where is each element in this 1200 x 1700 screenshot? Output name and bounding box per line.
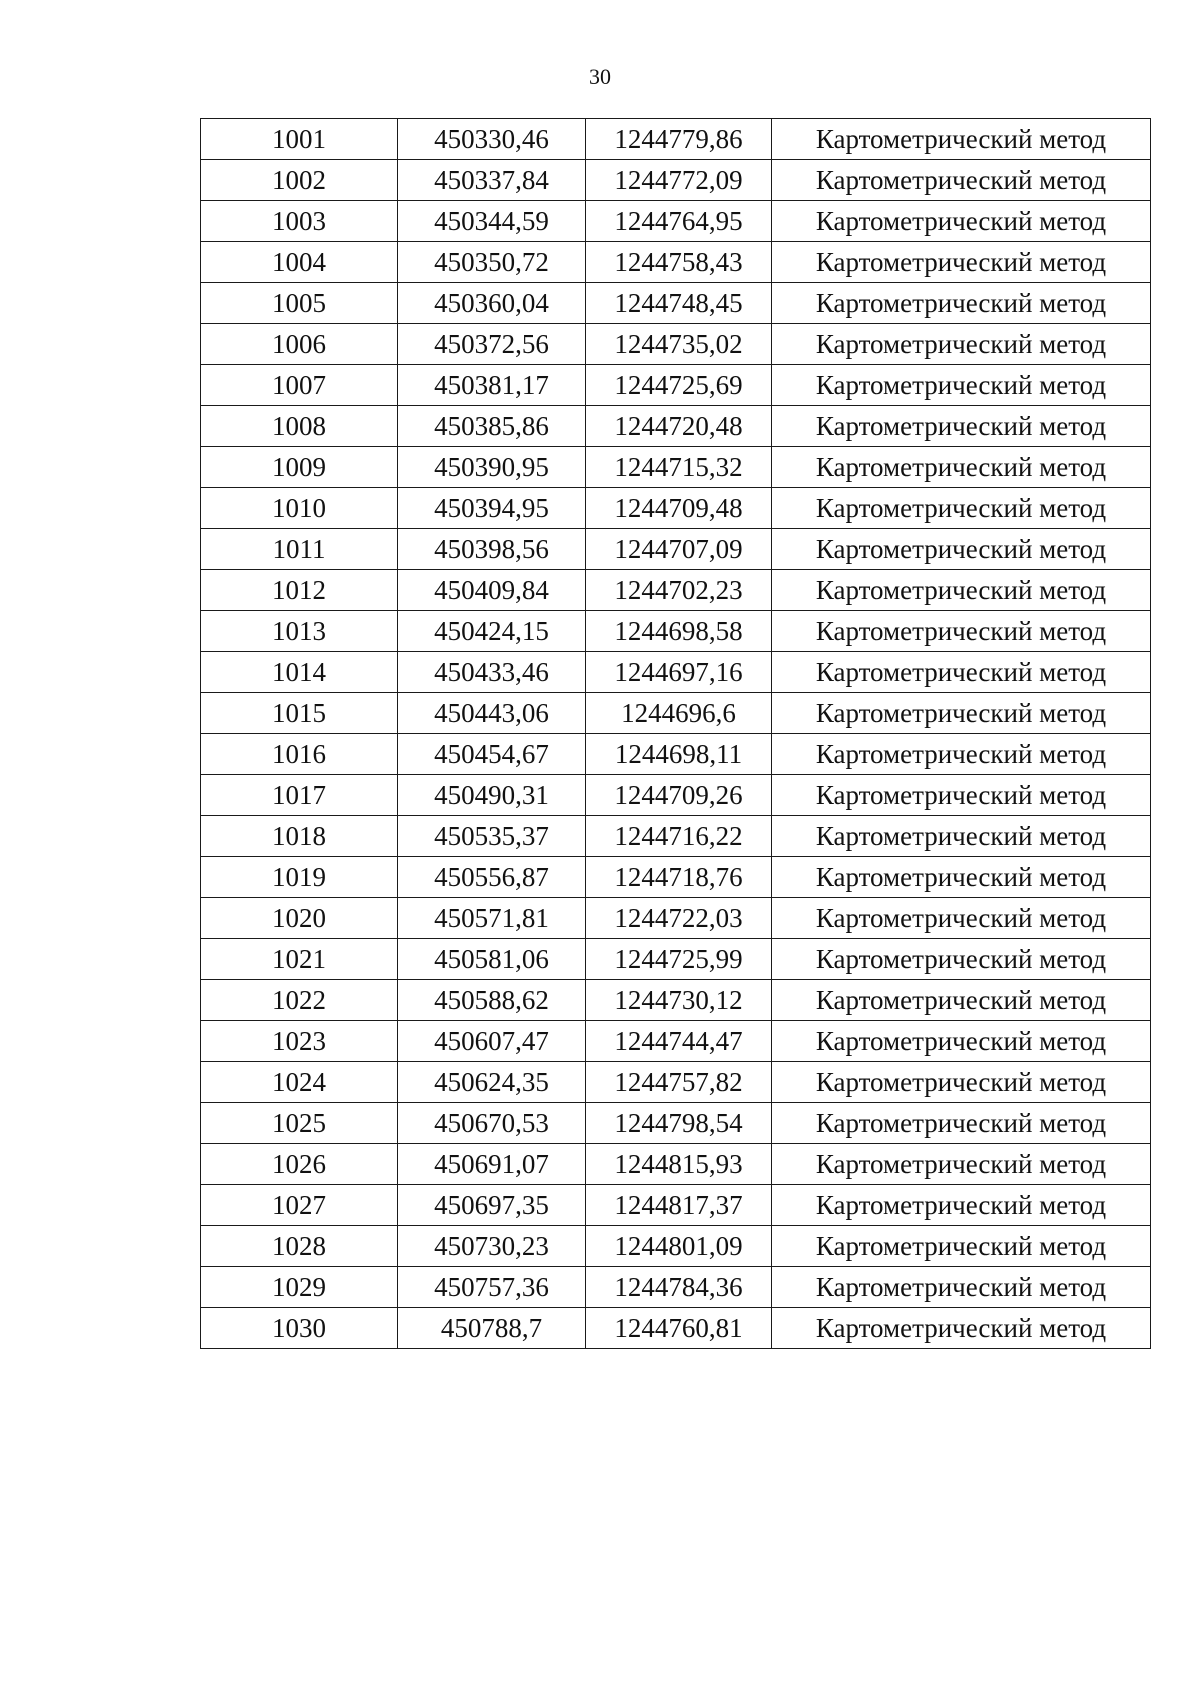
y-coordinate-cell: 1244716,22	[586, 816, 772, 857]
y-coordinate-cell: 1244725,69	[586, 365, 772, 406]
table-row	[201, 447, 1151, 488]
point-number-cell: 1026	[201, 1144, 398, 1185]
table-row	[201, 1144, 1151, 1185]
method-cell: Картометрический метод	[772, 857, 1151, 898]
method-cell: Картометрический метод	[772, 1185, 1151, 1226]
table-row	[201, 939, 1151, 980]
point-number-cell: 1030	[201, 1308, 398, 1349]
method-cell: Картометрический метод	[772, 1021, 1151, 1062]
table-row	[201, 201, 1151, 242]
y-coordinate-cell: 1244801,09	[586, 1226, 772, 1267]
x-coordinate-cell: 450350,72	[398, 242, 586, 283]
point-number-cell: 1022	[201, 980, 398, 1021]
method-cell: Картометрический метод	[772, 611, 1151, 652]
table-row	[201, 406, 1151, 447]
table-row	[201, 1185, 1151, 1226]
table-row	[201, 980, 1151, 1021]
x-coordinate-cell: 450385,86	[398, 406, 586, 447]
y-coordinate-cell: 1244698,11	[586, 734, 772, 775]
table-row	[201, 1062, 1151, 1103]
page-number: 30	[589, 64, 611, 89]
method-cell: Картометрический метод	[772, 201, 1151, 242]
method-cell: Картометрический метод	[772, 242, 1151, 283]
y-coordinate-cell: 1244720,48	[586, 406, 772, 447]
point-number-cell: 1010	[201, 488, 398, 529]
table-row	[201, 693, 1151, 734]
x-coordinate-cell: 450360,04	[398, 283, 586, 324]
point-number-cell: 1005	[201, 283, 398, 324]
y-coordinate-cell: 1244784,36	[586, 1267, 772, 1308]
table-row	[201, 816, 1151, 857]
point-number-cell: 1012	[201, 570, 398, 611]
point-number-cell: 1027	[201, 1185, 398, 1226]
point-number-cell: 1018	[201, 816, 398, 857]
x-coordinate-cell: 450390,95	[398, 447, 586, 488]
table-row	[201, 775, 1151, 816]
x-coordinate-cell: 450624,35	[398, 1062, 586, 1103]
method-cell: Картометрический метод	[772, 324, 1151, 365]
point-number-cell: 1013	[201, 611, 398, 652]
y-coordinate-cell: 1244758,43	[586, 242, 772, 283]
y-coordinate-cell: 1244715,32	[586, 447, 772, 488]
method-cell: Картометрический метод	[772, 1226, 1151, 1267]
table-row	[201, 1103, 1151, 1144]
method-cell: Картометрический метод	[772, 939, 1151, 980]
x-coordinate-cell: 450697,35	[398, 1185, 586, 1226]
x-coordinate-cell: 450433,46	[398, 652, 586, 693]
table-row	[201, 1308, 1151, 1349]
method-cell: Картометрический метод	[772, 570, 1151, 611]
table-row	[201, 898, 1151, 939]
x-coordinate-cell: 450588,62	[398, 980, 586, 1021]
point-number-cell: 1001	[201, 119, 398, 160]
table-row	[201, 365, 1151, 406]
y-coordinate-cell: 1244779,86	[586, 119, 772, 160]
point-number-cell: 1011	[201, 529, 398, 570]
x-coordinate-cell: 450424,15	[398, 611, 586, 652]
x-coordinate-cell: 450398,56	[398, 529, 586, 570]
table-row	[201, 857, 1151, 898]
x-coordinate-cell: 450490,31	[398, 775, 586, 816]
method-cell: Картометрический метод	[772, 1267, 1151, 1308]
table-row	[201, 283, 1151, 324]
y-coordinate-cell: 1244718,76	[586, 857, 772, 898]
x-coordinate-cell: 450330,46	[398, 119, 586, 160]
y-coordinate-cell: 1244709,48	[586, 488, 772, 529]
y-coordinate-cell: 1244772,09	[586, 160, 772, 201]
point-number-cell: 1023	[201, 1021, 398, 1062]
point-number-cell: 1007	[201, 365, 398, 406]
x-coordinate-cell: 450556,87	[398, 857, 586, 898]
x-coordinate-cell: 450409,84	[398, 570, 586, 611]
point-number-cell: 1002	[201, 160, 398, 201]
table-row	[201, 652, 1151, 693]
point-number-cell: 1028	[201, 1226, 398, 1267]
x-coordinate-cell: 450670,53	[398, 1103, 586, 1144]
method-cell: Картометрический метод	[772, 816, 1151, 857]
x-coordinate-cell: 450394,95	[398, 488, 586, 529]
x-coordinate-cell: 450571,81	[398, 898, 586, 939]
method-cell: Картометрический метод	[772, 365, 1151, 406]
x-coordinate-cell: 450757,36	[398, 1267, 586, 1308]
point-number-cell: 1016	[201, 734, 398, 775]
method-cell: Картометрический метод	[772, 447, 1151, 488]
y-coordinate-cell: 1244764,95	[586, 201, 772, 242]
method-cell: Картометрический метод	[772, 693, 1151, 734]
y-coordinate-cell: 1244725,99	[586, 939, 772, 980]
point-number-cell: 1029	[201, 1267, 398, 1308]
x-coordinate-cell: 450730,23	[398, 1226, 586, 1267]
table-row	[201, 1021, 1151, 1062]
y-coordinate-cell: 1244757,82	[586, 1062, 772, 1103]
point-number-cell: 1021	[201, 939, 398, 980]
table-row	[201, 734, 1151, 775]
method-cell: Картометрический метод	[772, 1103, 1151, 1144]
table-row	[201, 324, 1151, 365]
method-cell: Картометрический метод	[772, 1144, 1151, 1185]
table-row	[201, 1267, 1151, 1308]
table-row	[201, 529, 1151, 570]
y-coordinate-cell: 1244697,16	[586, 652, 772, 693]
y-coordinate-cell: 1244702,23	[586, 570, 772, 611]
y-coordinate-cell: 1244798,54	[586, 1103, 772, 1144]
x-coordinate-cell: 450443,06	[398, 693, 586, 734]
x-coordinate-cell: 450581,06	[398, 939, 586, 980]
method-cell: Картометрический метод	[772, 119, 1151, 160]
x-coordinate-cell: 450337,84	[398, 160, 586, 201]
method-cell: Картометрический метод	[772, 529, 1151, 570]
coordinates-table-body	[201, 119, 1151, 1349]
point-number-cell: 1019	[201, 857, 398, 898]
x-coordinate-cell: 450344,59	[398, 201, 586, 242]
point-number-cell: 1009	[201, 447, 398, 488]
point-number-cell: 1024	[201, 1062, 398, 1103]
y-coordinate-cell: 1244817,37	[586, 1185, 772, 1226]
x-coordinate-cell: 450372,56	[398, 324, 586, 365]
method-cell: Картометрический метод	[772, 980, 1151, 1021]
y-coordinate-cell: 1244722,03	[586, 898, 772, 939]
method-cell: Картометрический метод	[772, 1308, 1151, 1349]
y-coordinate-cell: 1244744,47	[586, 1021, 772, 1062]
x-coordinate-cell: 450691,07	[398, 1144, 586, 1185]
method-cell: Картометрический метод	[772, 898, 1151, 939]
table-row	[201, 488, 1151, 529]
x-coordinate-cell: 450454,67	[398, 734, 586, 775]
method-cell: Картометрический метод	[772, 734, 1151, 775]
method-cell: Картометрический метод	[772, 406, 1151, 447]
point-number-cell: 1020	[201, 898, 398, 939]
table-row	[201, 119, 1151, 160]
y-coordinate-cell: 1244730,12	[586, 980, 772, 1021]
table-row	[201, 1226, 1151, 1267]
y-coordinate-cell: 1244696,6	[586, 693, 772, 734]
x-coordinate-cell: 450607,47	[398, 1021, 586, 1062]
y-coordinate-cell: 1244760,81	[586, 1308, 772, 1349]
x-coordinate-cell: 450381,17	[398, 365, 586, 406]
y-coordinate-cell: 1244748,45	[586, 283, 772, 324]
point-number-cell: 1015	[201, 693, 398, 734]
y-coordinate-cell: 1244735,02	[586, 324, 772, 365]
table-row	[201, 242, 1151, 283]
x-coordinate-cell: 450788,7	[398, 1308, 586, 1349]
y-coordinate-cell: 1244698,58	[586, 611, 772, 652]
table-row	[201, 570, 1151, 611]
y-coordinate-cell: 1244815,93	[586, 1144, 772, 1185]
y-coordinate-cell: 1244709,26	[586, 775, 772, 816]
method-cell: Картометрический метод	[772, 1062, 1151, 1103]
table-row	[201, 160, 1151, 201]
point-number-cell: 1025	[201, 1103, 398, 1144]
y-coordinate-cell: 1244707,09	[586, 529, 772, 570]
point-number-cell: 1004	[201, 242, 398, 283]
method-cell: Картометрический метод	[772, 488, 1151, 529]
point-number-cell: 1017	[201, 775, 398, 816]
method-cell: Картометрический метод	[772, 775, 1151, 816]
table-row	[201, 611, 1151, 652]
point-number-cell: 1014	[201, 652, 398, 693]
method-cell: Картометрический метод	[772, 652, 1151, 693]
point-number-cell: 1008	[201, 406, 398, 447]
coordinates-table	[200, 118, 1151, 1349]
point-number-cell: 1006	[201, 324, 398, 365]
method-cell: Картометрический метод	[772, 160, 1151, 201]
x-coordinate-cell: 450535,37	[398, 816, 586, 857]
method-cell: Картометрический метод	[772, 283, 1151, 324]
point-number-cell: 1003	[201, 201, 398, 242]
